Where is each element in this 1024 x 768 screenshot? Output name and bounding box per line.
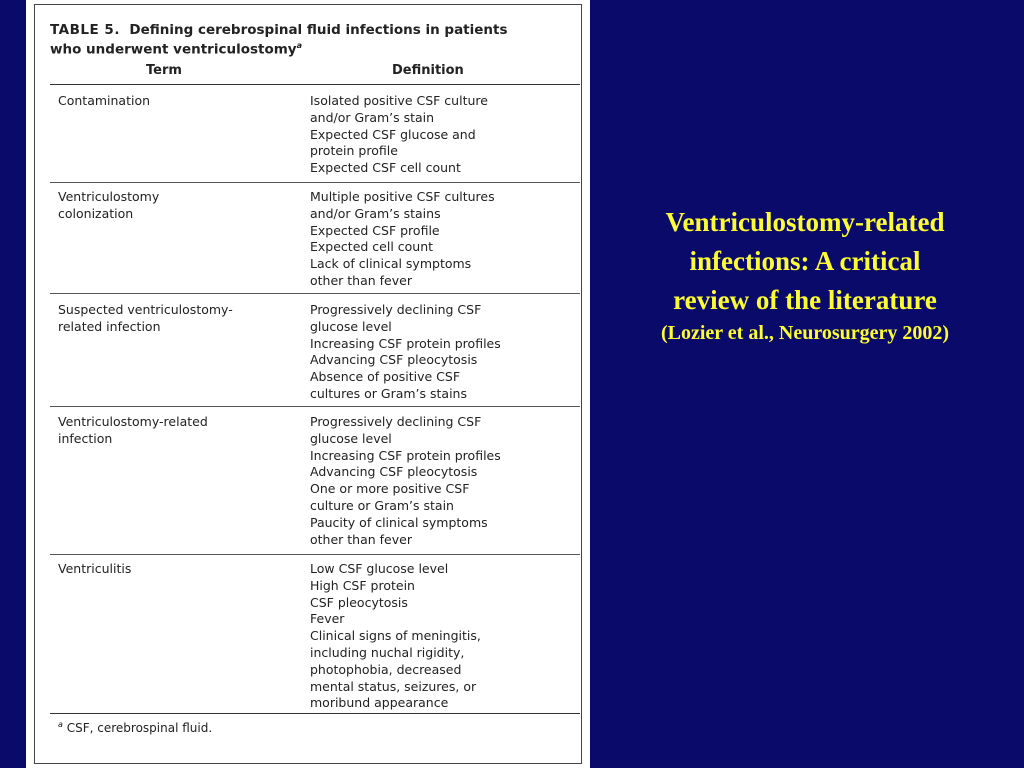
table-row-definition bbox=[310, 561, 580, 712]
definition-line: photophobia, decreased bbox=[310, 661, 462, 677]
definition-line: glucose level bbox=[310, 430, 392, 446]
table-row-definition bbox=[310, 302, 580, 403]
footnote-marker: a bbox=[58, 720, 63, 729]
table-row-term bbox=[58, 302, 298, 336]
term-line: related infection bbox=[58, 318, 161, 334]
table-image-panel bbox=[26, 0, 590, 768]
definition-line: mental status, seizures, or bbox=[310, 678, 477, 694]
table-row-definition bbox=[310, 189, 580, 290]
slide-title-line: Ventriculostomy-related bbox=[665, 207, 945, 237]
definition-line: Expected CSF glucose and bbox=[310, 126, 476, 142]
term-line: Suspected ventriculostomy- bbox=[58, 302, 233, 317]
row-divider bbox=[50, 406, 580, 407]
definition-line: One or more positive CSF bbox=[310, 481, 470, 497]
definition-line: Expected CSF profile bbox=[310, 222, 440, 238]
term-line: Contamination bbox=[58, 93, 151, 108]
definition-line: High CSF protein bbox=[310, 577, 415, 593]
table-row-term bbox=[58, 93, 298, 110]
term-line: colonization bbox=[58, 205, 134, 221]
definition-line: other than fever bbox=[310, 272, 412, 288]
definition-line: glucose level bbox=[310, 318, 392, 334]
definition-line: Expected cell count bbox=[310, 239, 434, 255]
definition-line: Low CSF glucose level bbox=[310, 561, 449, 576]
slide-title bbox=[600, 203, 1010, 346]
definition-line: including nuchal rigidity, bbox=[310, 644, 465, 660]
footer-rule bbox=[50, 713, 580, 714]
definition-line: Advancing CSF pleocytosis bbox=[310, 352, 478, 368]
term-line: infection bbox=[58, 430, 113, 446]
table-title-line1: Defining cerebrospinal fluid infections in patients bbox=[129, 22, 508, 38]
slide-citation: (Lozier et al., Neurosurgery 2002) bbox=[660, 322, 950, 344]
definition-line: CSF pleocytosis bbox=[310, 594, 408, 610]
definition-line: other than fever bbox=[310, 531, 412, 547]
definition-line: Expected CSF cell count bbox=[310, 160, 461, 176]
definition-line: culture or Gram’s stain bbox=[310, 497, 454, 513]
definition-line: Progressively declining CSF bbox=[310, 414, 482, 429]
table-title bbox=[50, 22, 550, 58]
definition-line: Absence of positive CSF bbox=[310, 369, 461, 385]
definition-line: Lack of clinical symptoms bbox=[310, 256, 472, 272]
term-line: Ventriculostomy bbox=[58, 189, 160, 204]
definition-line: Isolated positive CSF culture bbox=[310, 93, 488, 108]
definition-line: and/or Gram’s stains bbox=[310, 205, 441, 221]
column-header-definition: Definition bbox=[392, 63, 464, 78]
column-header-term: Term bbox=[146, 63, 182, 78]
slide-title-line: infections: A critical bbox=[689, 246, 921, 276]
footnote-text: CSF, cerebrospinal fluid. bbox=[66, 721, 213, 735]
table-row-term bbox=[58, 189, 298, 223]
table-row-definition bbox=[310, 93, 580, 177]
definition-line: Paucity of clinical symptoms bbox=[310, 514, 488, 530]
table-row-definition bbox=[310, 414, 580, 548]
table-row-term bbox=[58, 561, 298, 578]
table-row-term bbox=[58, 414, 298, 448]
definition-line: cultures or Gram’s stains bbox=[310, 385, 467, 401]
row-divider bbox=[50, 293, 580, 294]
definition-line: protein profile bbox=[310, 143, 398, 159]
term-line: Ventriculostomy-related bbox=[58, 414, 208, 429]
table-title-marker: a bbox=[296, 41, 303, 50]
table-title-line2: who underwent ventriculostomy bbox=[50, 41, 297, 58]
definition-line: moribund appearance bbox=[310, 695, 449, 711]
header-rule bbox=[50, 84, 580, 85]
definition-line: Advancing CSF pleocytosis bbox=[310, 464, 478, 480]
row-divider bbox=[50, 182, 580, 183]
definition-line: Progressively declining CSF bbox=[310, 302, 482, 317]
table-label: TABLE 5. bbox=[50, 22, 120, 38]
table-footnote bbox=[58, 720, 212, 735]
definition-line: Fever bbox=[310, 611, 345, 627]
term-line: Ventriculitis bbox=[58, 561, 132, 576]
definition-line: Multiple positive CSF cultures bbox=[310, 189, 495, 204]
slide-title-line: review of the literature bbox=[673, 285, 937, 315]
definition-line: Increasing CSF protein profiles bbox=[310, 335, 501, 351]
definition-line: Clinical signs of meningitis, bbox=[310, 628, 481, 644]
definition-line: Increasing CSF protein profiles bbox=[310, 447, 501, 463]
definition-line: and/or Gram’s stain bbox=[310, 109, 435, 125]
row-divider bbox=[50, 554, 580, 555]
